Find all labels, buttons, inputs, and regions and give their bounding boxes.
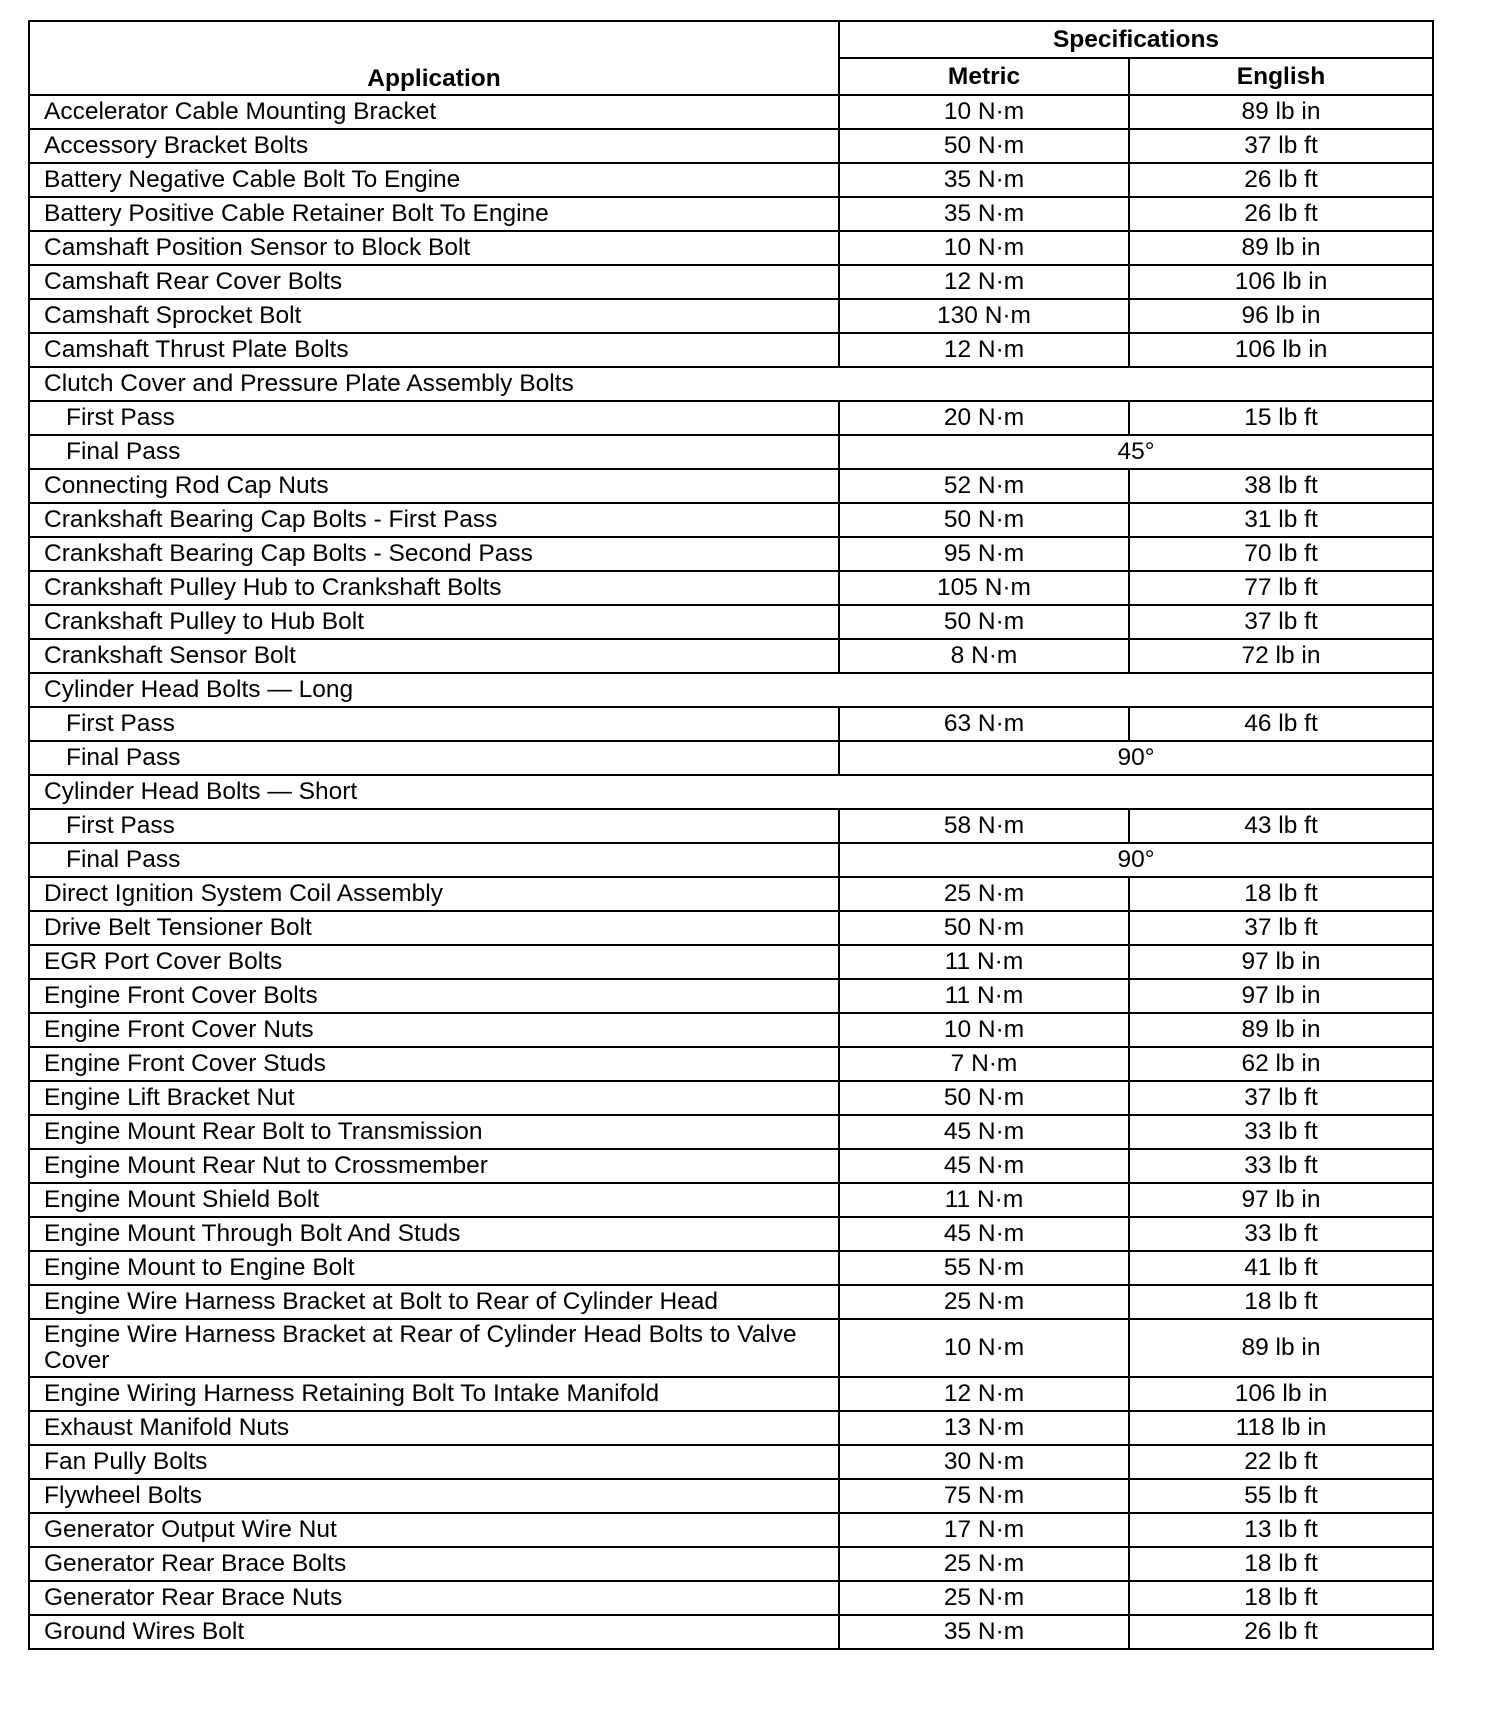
table-row (29, 163, 1433, 197)
english-cell: 97 lb in (1129, 979, 1433, 1013)
metric-cell: 50 N·m (839, 503, 1129, 537)
application-cell: Engine Front Cover Studs (29, 1047, 839, 1081)
application-cell: Crankshaft Bearing Cap Bolts - First Pass (29, 503, 839, 537)
english-cell: 97 lb in (1129, 1183, 1433, 1217)
table-row (29, 367, 1433, 401)
english-cell: 31 lb ft (1129, 503, 1433, 537)
application-cell: Camshaft Position Sensor to Block Bolt (29, 231, 839, 265)
application-cell: Engine Front Cover Nuts (29, 1013, 839, 1047)
application-cell: Exhaust Manifold Nuts (29, 1411, 839, 1445)
english-cell: 43 lb ft (1129, 809, 1433, 843)
angle-spec-cell: 90° (839, 843, 1433, 877)
metric-cell: 50 N·m (839, 1081, 1129, 1115)
metric-cell: 12 N·m (839, 1377, 1129, 1411)
metric-cell: 58 N·m (839, 809, 1129, 843)
english-cell: 46 lb ft (1129, 707, 1433, 741)
table-row (29, 1445, 1433, 1479)
table-row (29, 877, 1433, 911)
metric-cell: 25 N·m (839, 1547, 1129, 1581)
english-cell: 18 lb ft (1129, 877, 1433, 911)
table-row (29, 1115, 1433, 1149)
application-cell: Engine Mount to Engine Bolt (29, 1251, 839, 1285)
table-row (29, 1479, 1433, 1513)
application-cell: Battery Negative Cable Bolt To Engine (29, 163, 839, 197)
metric-cell: 105 N·m (839, 571, 1129, 605)
application-cell: Engine Mount Shield Bolt (29, 1183, 839, 1217)
metric-cell: 7 N·m (839, 1047, 1129, 1081)
english-cell: 41 lb ft (1129, 1251, 1433, 1285)
application-cell: Generator Rear Brace Bolts (29, 1547, 839, 1581)
metric-cell: 45 N·m (839, 1115, 1129, 1149)
angle-spec-cell: 90° (839, 741, 1433, 775)
metric-cell: 25 N·m (839, 1285, 1129, 1319)
table-row (29, 1411, 1433, 1445)
english-cell: 89 lb in (1129, 231, 1433, 265)
table-row (29, 197, 1433, 231)
english-cell: 37 lb ft (1129, 605, 1433, 639)
application-cell: Connecting Rod Cap Nuts (29, 469, 839, 503)
application-cell: Final Pass (29, 741, 839, 775)
table-row (29, 231, 1433, 265)
table-row (29, 1547, 1433, 1581)
metric-cell: 13 N·m (839, 1411, 1129, 1445)
english-cell: 37 lb ft (1129, 129, 1433, 163)
table-row (29, 1513, 1433, 1547)
application-cell: Cylinder Head Bolts — Long (29, 673, 1433, 707)
table-row (29, 333, 1433, 367)
english-cell: 13 lb ft (1129, 1513, 1433, 1547)
english-cell: 62 lb in (1129, 1047, 1433, 1081)
metric-cell: 30 N·m (839, 1445, 1129, 1479)
application-cell: Drive Belt Tensioner Bolt (29, 911, 839, 945)
application-cell: Engine Mount Rear Bolt to Transmission (29, 1115, 839, 1149)
metric-cell: 45 N·m (839, 1217, 1129, 1251)
table-row (29, 1319, 1433, 1377)
english-cell: 18 lb ft (1129, 1547, 1433, 1581)
application-cell: Engine Front Cover Bolts (29, 979, 839, 1013)
metric-cell: 50 N·m (839, 129, 1129, 163)
english-header: English (1129, 58, 1433, 95)
english-cell: 89 lb in (1129, 1319, 1433, 1377)
english-cell: 22 lb ft (1129, 1445, 1433, 1479)
application-cell: Camshaft Rear Cover Bolts (29, 265, 839, 299)
metric-cell: 130 N·m (839, 299, 1129, 333)
table-row (29, 1285, 1433, 1319)
table-row (29, 1217, 1433, 1251)
application-cell: Engine Mount Through Bolt And Studs (29, 1217, 839, 1251)
table-row (29, 1149, 1433, 1183)
application-cell: Generator Rear Brace Nuts (29, 1581, 839, 1615)
application-cell: Clutch Cover and Pressure Plate Assembly Bolts (29, 367, 1433, 401)
application-cell: Generator Output Wire Nut (29, 1513, 839, 1547)
table-row (29, 945, 1433, 979)
table-row (29, 1251, 1433, 1285)
table-row (29, 1013, 1433, 1047)
english-cell: 106 lb in (1129, 265, 1433, 299)
application-cell: First Pass (29, 809, 839, 843)
application-cell: Camshaft Sprocket Bolt (29, 299, 839, 333)
table-row (29, 775, 1433, 809)
angle-spec-cell: 45° (839, 435, 1433, 469)
table-row (29, 639, 1433, 673)
application-cell: Battery Positive Cable Retainer Bolt To Engine (29, 197, 839, 231)
english-cell: 97 lb in (1129, 945, 1433, 979)
application-cell: Fan Pully Bolts (29, 1445, 839, 1479)
english-cell: 38 lb ft (1129, 469, 1433, 503)
table-row (29, 1047, 1433, 1081)
table-row (29, 1377, 1433, 1411)
table-row (29, 843, 1433, 877)
metric-cell: 25 N·m (839, 1581, 1129, 1615)
metric-cell: 55 N·m (839, 1251, 1129, 1285)
english-cell: 77 lb ft (1129, 571, 1433, 605)
table-row (29, 1581, 1433, 1615)
metric-cell: 8 N·m (839, 639, 1129, 673)
metric-cell: 35 N·m (839, 163, 1129, 197)
metric-cell: 12 N·m (839, 333, 1129, 367)
table-row (29, 1081, 1433, 1115)
specifications-header: Specifications (839, 21, 1433, 58)
metric-cell: 45 N·m (839, 1149, 1129, 1183)
metric-cell: 25 N·m (839, 877, 1129, 911)
table-row (29, 265, 1433, 299)
english-cell: 89 lb in (1129, 1013, 1433, 1047)
metric-cell: 63 N·m (839, 707, 1129, 741)
metric-cell: 50 N·m (839, 605, 1129, 639)
english-cell: 89 lb in (1129, 95, 1433, 129)
application-cell: Ground Wires Bolt (29, 1615, 839, 1649)
english-cell: 18 lb ft (1129, 1285, 1433, 1319)
table-row (29, 605, 1433, 639)
table-row (29, 401, 1433, 435)
english-cell: 33 lb ft (1129, 1217, 1433, 1251)
table-row (29, 1183, 1433, 1217)
english-cell: 106 lb in (1129, 1377, 1433, 1411)
table-row (29, 95, 1433, 129)
table-body (29, 95, 1433, 1649)
application-cell: Engine Wiring Harness Retaining Bolt To Intake Manifold (29, 1377, 839, 1411)
metric-cell: 12 N·m (839, 265, 1129, 299)
table-row (29, 1615, 1433, 1649)
application-cell: Final Pass (29, 843, 839, 877)
table-row (29, 537, 1433, 571)
table-row (29, 469, 1433, 503)
english-cell: 33 lb ft (1129, 1115, 1433, 1149)
metric-cell: 75 N·m (839, 1479, 1129, 1513)
table-row (29, 911, 1433, 945)
table-row (29, 673, 1433, 707)
english-cell: 106 lb in (1129, 333, 1433, 367)
application-cell: Flywheel Bolts (29, 1479, 839, 1513)
table-row (29, 571, 1433, 605)
metric-cell: 52 N·m (839, 469, 1129, 503)
application-cell: Crankshaft Pulley Hub to Crankshaft Bolts (29, 571, 839, 605)
metric-cell: 11 N·m (839, 979, 1129, 1013)
application-cell: Camshaft Thrust Plate Bolts (29, 333, 839, 367)
table-row (29, 435, 1433, 469)
metric-cell: 35 N·m (839, 1615, 1129, 1649)
metric-cell: 50 N·m (839, 911, 1129, 945)
table-row (29, 809, 1433, 843)
application-cell: Engine Wire Harness Bracket at Rear of Cylinder Head Bolts to Valve Cover (29, 1319, 839, 1377)
metric-cell: 95 N·m (839, 537, 1129, 571)
metric-cell: 35 N·m (839, 197, 1129, 231)
english-cell: 37 lb ft (1129, 1081, 1433, 1115)
table-row (29, 503, 1433, 537)
english-cell: 26 lb ft (1129, 163, 1433, 197)
application-cell: Crankshaft Bearing Cap Bolts - Second Pass (29, 537, 839, 571)
english-cell: 96 lb in (1129, 299, 1433, 333)
application-cell: Accelerator Cable Mounting Bracket (29, 95, 839, 129)
header-row-top (29, 21, 1433, 58)
application-cell: Direct Ignition System Coil Assembly (29, 877, 839, 911)
table-row (29, 299, 1433, 333)
application-cell: Engine Wire Harness Bracket at Bolt to Rear of Cylinder Head (29, 1285, 839, 1319)
metric-cell: 11 N·m (839, 1183, 1129, 1217)
application-cell: First Pass (29, 707, 839, 741)
english-cell: 26 lb ft (1129, 1615, 1433, 1649)
application-cell: First Pass (29, 401, 839, 435)
metric-cell: 10 N·m (839, 1013, 1129, 1047)
metric-cell: 10 N·m (839, 231, 1129, 265)
application-cell: Cylinder Head Bolts — Short (29, 775, 1433, 809)
metric-cell: 17 N·m (839, 1513, 1129, 1547)
english-cell: 72 lb in (1129, 639, 1433, 673)
metric-cell: 11 N·m (839, 945, 1129, 979)
application-cell: Crankshaft Pulley to Hub Bolt (29, 605, 839, 639)
application-cell: Accessory Bracket Bolts (29, 129, 839, 163)
metric-cell: 20 N·m (839, 401, 1129, 435)
application-cell: Engine Lift Bracket Nut (29, 1081, 839, 1115)
metric-header: Metric (839, 58, 1129, 95)
metric-cell: 10 N·m (839, 95, 1129, 129)
english-cell: 37 lb ft (1129, 911, 1433, 945)
english-cell: 55 lb ft (1129, 1479, 1433, 1513)
application-cell: Engine Mount Rear Nut to Crossmember (29, 1149, 839, 1183)
english-cell: 26 lb ft (1129, 197, 1433, 231)
application-cell: Crankshaft Sensor Bolt (29, 639, 839, 673)
table-row (29, 707, 1433, 741)
table-row (29, 741, 1433, 775)
application-cell: EGR Port Cover Bolts (29, 945, 839, 979)
table-row (29, 129, 1433, 163)
english-cell: 70 lb ft (1129, 537, 1433, 571)
table-row (29, 979, 1433, 1013)
torque-spec-table (28, 20, 1434, 1650)
english-cell: 18 lb ft (1129, 1581, 1433, 1615)
english-cell: 118 lb in (1129, 1411, 1433, 1445)
table-header (29, 21, 1433, 95)
english-cell: 33 lb ft (1129, 1149, 1433, 1183)
application-header: Application (29, 21, 839, 95)
application-cell: Final Pass (29, 435, 839, 469)
metric-cell: 10 N·m (839, 1319, 1129, 1377)
english-cell: 15 lb ft (1129, 401, 1433, 435)
